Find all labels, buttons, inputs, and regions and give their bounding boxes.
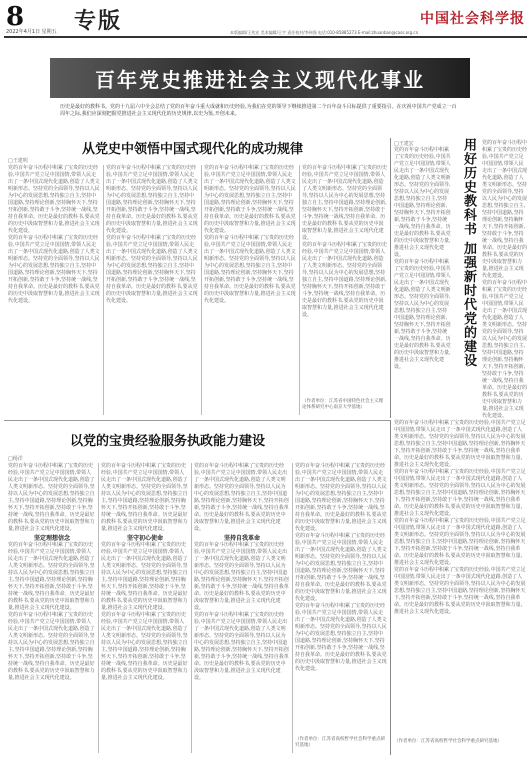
column-rule — [292, 463, 293, 753]
subhead: 坚持自我革命 — [223, 535, 260, 542]
body-text: 党的百年奋斗历程中积累了宝贵的历史经验,中国共产党立足中国国情,带领人民走出了一条中国式现代化道路,创造了人类文明新形态。坚持党的全面领导,坚持以人民为中心的发展思想,坚持独立自主,坚持中国道路,坚持理论创新,坚持胸怀天下,坚持开拓创新,坚持敢于斗争,坚持统一战线,坚持自我革命。历史是最好的教科书,要从党的历史中汲取智慧和力量,推进社会主义现代化建设。 — [8, 463, 95, 532]
body-text: 党的百年奋斗历程中积累了宝贵的历史经验,中国共产党立足中国国情,带领人民走出了一条中国式现代化道路,创造了人类文明新形态。坚持党的全面领导,坚持以人民为中心的发展思想,坚持独立自主,坚持中国道路,坚持理论创新,坚持胸怀天下,坚持开拓创新,坚持敢于斗争,坚持统一战线,坚持自我革命。历史是最好的教科书,要从党的历史中汲取智慧和力量,推进社会主义现代化建设。 — [302, 165, 388, 241]
page-number: 8 — [6, 2, 25, 32]
body-text: 党的百年奋斗历程中积累了宝贵的历史经验,中国共产党立足中国国情,带领人民走出了一条中国式现代化道路,创造了人类文明新形态。坚持党的全面领导,坚持以人民为中心的发展思想,坚持独立自主,坚持中国道路,坚持理论创新,坚持胸怀天下,坚持开拓创新,坚持敢于斗争,坚持统一战线,坚持自我革命。历史是最好的教科书,要从党的历史中汲取智慧和力量,推进社会主义现代化建设。 — [482, 140, 528, 279]
column-rule — [191, 463, 192, 753]
header-rule — [4, 36, 527, 38]
body-text: 党的百年奋斗历程中积累了宝贵的历史经验,中国共产党立足中国国情,带领人民走出了一条中国式现代化道路,创造了人类文明新形态。坚持党的全面领导,坚持以人民为中心的发展思想,坚持独立自主,坚持中国道路,坚持理论创新,坚持胸怀天下,坚持开拓创新,坚持敢于斗争,坚持统一战线,坚持自我革命。历史是最好的教科书,要从党的历史中汲取智慧和力量,推进社会主义现代化建设。 — [204, 165, 296, 234]
article-1-column-4 — [302, 165, 387, 415]
article-2-column-1 — [394, 140, 452, 410]
column-rule — [299, 165, 300, 415]
article-2-continued — [394, 420, 527, 740]
article-2-column-2 — [482, 140, 528, 419]
body-text: 党的百年奋斗历程中积累了宝贵的历史经验,中国共产党立足中国国情,带领人民走出了一条中国式现代化道路,创造了人类文明新形态。坚持党的全面领导,坚持以人民为中心的发展思想,坚持独立自主,坚持中国道路,坚持理论创新,坚持胸怀天下,坚持开拓创新,坚持敢于斗争,坚持统一战线,坚持自我革命。历史是最好的教科书,要从党的历史中汲取智慧和力量,推进社会主义现代化建设。 — [394, 420, 526, 468]
body-text: 党的百年奋斗历程中积累了宝贵的历史经验,中国共产党立足中国国情,带领人民走出了一条中国式现代化道路,创造了人类文明新形态。坚持党的全面领导,坚持以人民为中心的发展思想,坚持独立自主,坚持中国道路,坚持理论创新,坚持胸怀天下,坚持开拓创新,坚持敢于斗争,坚持统一战线,坚持自我革命。历史是最好的教科书,要从党的历史中汲取智慧和力量,推进社会主义现代化建设。 — [106, 235, 198, 304]
article-1-column-1 — [8, 165, 100, 415]
article-2-headline: 用好历史教科书 加强新时代党的建设 — [461, 138, 476, 368]
article-3-column-3 — [194, 463, 290, 753]
staff-line: 本版编辑/王兆宏 美术编辑/王宇 责任校对/李伟强 电话:010-85885273 E-mail:zhuanban@cass.org.cn — [230, 30, 419, 35]
article-3-headline: 以党的宝贵经验服务执政能力建设 — [70, 434, 266, 449]
section-divider — [4, 420, 390, 421]
article-3-endnote: （作者单位：江苏省高校哲学社会科学重点研究基地） — [295, 737, 385, 748]
lead-paragraph: 历史是最好的教科书。党的十九届六中全会总结了党的百年奋斗重大成就和历史经验,为我们在党的领导下继续推进第二个百年奋斗目标提供了重要指引。在庆祝中国共产党成立一百周年之际,我们应深刻把握党推进社会主义现代化的历史规律,以史为鉴,开创未来。 — [60, 104, 457, 117]
body-text: 党的百年奋斗历程中积累了宝贵的历史经验,中国共产党立足中国国情,带领人民走出了一条中国式现代化道路,创造了人类文明新形态。坚持党的全面领导,坚持以人民为中心的发展思想,坚持独立自主,坚持中国道路,坚持理论创新,坚持胸怀天下,坚持开拓创新,坚持敢于斗争,坚持统一战线,坚持自我革命。历史是最好的教科书,要从党的历史中汲取智慧和力量,推进社会主义现代化建设。 — [194, 463, 289, 532]
body-text: 党的百年奋斗历程中积累了宝贵的历史经验,中国共产党立足中国国情,带领人民走出了一条中国式现代化道路,创造了人类文明新形态。坚持党的全面领导,坚持以人民为中心的发展思想,坚持独立自主,坚持中国道路,坚持理论创新,坚持胸怀天下,坚持开拓创新,坚持敢于斗争,坚持统一战线,坚持自我革命。历史是最好的教科书,要从党的历史中汲取智慧和力量,推进社会主义现代化建设。 — [394, 147, 451, 258]
article-3-author: □杨洋 — [8, 456, 23, 462]
banner-title: 百年党史推进社会主义现代化事业 — [95, 68, 425, 92]
body-text: 党的百年奋斗历程中积累了宝贵的历史经验,中国共产党立足中国国情,带领人民走出了一条中国式现代化道路,创造了人类文明新形态。坚持党的全面领导,坚持以人民为中心的发展思想,坚持独立自主,坚持中国道路,坚持理论创新,坚持胸怀天下,坚持开拓创新,坚持敢于斗争,坚持统一战线,坚持自我革命。历史是最好的教科书,要从党的历史中汲取智慧和力量,推进社会主义现代化建设。 — [204, 235, 296, 304]
body-text: 党的百年奋斗历程中积累了宝贵的历史经验,中国共产党立足中国国情,带领人民走出了一条中国式现代化道路,创造了人类文明新形态。坚持党的全面领导,坚持以人民为中心的发展思想,坚持独立自主,坚持中国道路,坚持理论创新,坚持胸怀天下,坚持开拓创新,坚持敢于斗争,坚持统一战线,坚持自我革命。历史是最好的教科书,要从党的历史中汲取智慧和力量,推进社会主义现代化建设。 — [8, 542, 95, 611]
body-text: 党的百年奋斗历程中积累了宝贵的历史经验,中国共产党立足中国国情,带领人民走出了一条中国式现代化道路,创造了人类文明新形态。坚持党的全面领导,坚持以人民为中心的发展思想,坚持独立自主,坚持中国道路,坚持理论创新,坚持胸怀天下,坚持开拓创新,坚持敢于斗争,坚持统一战线,坚持自我革命。历史是最好的教科书,要从党的历史中汲取智慧和力量,推进社会主义现代化建设。 — [101, 612, 188, 681]
body-text: 党的百年奋斗历程中积累了宝贵的历史经验,中国共产党立足中国国情,带领人民走出了一条中国式现代化道路,创造了人类文明新形态。坚持党的全面领导,坚持以人民为中心的发展思想,坚持独立自主,坚持中国道路,坚持理论创新,坚持胸怀天下,坚持开拓创新,坚持敢于斗争,坚持统一战线,坚持自我革命。历史是最好的教科书,要从党的历史中汲取智慧和力量,推进社会主义现代化建设。 — [394, 469, 526, 517]
section-name: 专版 — [74, 9, 123, 34]
body-text: 党的百年奋斗历程中积累了宝贵的历史经验,中国共产党立足中国国情,带领人民走出了一条中国式现代化道路,创造了人类文明新形态。坚持党的全面领导,坚持以人民为中心的发展思想,坚持独立自主,坚持中国道路,坚持理论创新,坚持胸怀天下,坚持开拓创新,坚持敢于斗争,坚持统一战线,坚持自我革命。历史是最好的教科书,要从党的历史中汲取智慧和力量,推进社会主义现代化建设。 — [194, 612, 289, 681]
body-text: 党的百年奋斗历程中积累了宝贵的历史经验,中国共产党立足中国国情,带领人民走出了一条中国式现代化道路,创造了人类文明新形态。坚持党的全面领导,坚持以人民为中心的发展思想,坚持独立自主,坚持中国道路,坚持理论创新,坚持胸怀天下,坚持开拓创新,坚持敢于斗争,坚持统一战线,坚持自我革命。历史是最好的教科书,要从党的历史中汲取智慧和力量,推进社会主义现代化建设。 — [101, 463, 188, 532]
column-rule — [201, 165, 202, 415]
body-text: 党的百年奋斗历程中积累了宝贵的历史经验,中国共产党立足中国国情,带领人民走出了一条中国式现代化道路,创造了人类文明新形态。坚持党的全面领导,坚持以人民为中心的发展思想,坚持独立自主,坚持中国道路,坚持理论创新,坚持胸怀天下,坚持开拓创新,坚持敢于斗争,坚持统一战线,坚持自我革命。历史是最好的教科书,要从党的历史中汲取智慧和力量,推进社会主义现代化建设。 — [394, 259, 451, 370]
column-rule — [98, 463, 99, 753]
body-text: 党的百年奋斗历程中积累了宝贵的历史经验,中国共产党立足中国国情,带领人民走出了一条中国式现代化道路,创造了人类文明新形态。坚持党的全面领导,坚持以人民为中心的发展思想,坚持独立自主,坚持中国道路,坚持理论创新,坚持胸怀天下,坚持开拓创新,坚持敢于斗争,坚持统一战线,坚持自我革命。历史是最好的教科书,要从党的历史中汲取智慧和力量,推进社会主义现代化建设。 — [295, 603, 387, 672]
subhead: 坚定理想信念 — [33, 535, 70, 542]
article-1-column-3 — [204, 165, 296, 415]
body-text: 党的百年奋斗历程中积累了宝贵的历史经验,中国共产党立足中国国情,带领人民走出了一条中国式现代化道路,创造了人类文明新形态。坚持党的全面领导,坚持以人民为中心的发展思想,坚持独立自主,坚持中国道路,坚持理论创新,坚持胸怀天下,坚持开拓创新,坚持敢于斗争,坚持统一战线,坚持自我革命。历史是最好的教科书,要从党的历史中汲取智慧和力量,推进社会主义现代化建设。 — [8, 612, 95, 681]
subhead: 坚守初心使命 — [126, 535, 163, 542]
body-text: 党的百年奋斗历程中积累了宝贵的历史经验,中国共产党立足中国国情,带领人民走出了一条中国式现代化道路,创造了人类文明新形态。坚持党的全面领导,坚持以人民为中心的发展思想,坚持独立自主,坚持中国道路,坚持理论创新,坚持胸怀天下,坚持开拓创新,坚持敢于斗争,坚持统一战线,坚持自我革命。历史是最好的教科书,要从党的历史中汲取智慧和力量,推进社会主义现代化建设。 — [106, 165, 198, 234]
banner — [50, 58, 470, 98]
body-text: 党的百年奋斗历程中积累了宝贵的历史经验,中国共产党立足中国国情,带领人民走出了一条中国式现代化道路,创造了人类文明新形态。坚持党的全面领导,坚持以人民为中心的发展思想,坚持独立自主,坚持中国道路,坚持理论创新,坚持胸怀天下,坚持开拓创新,坚持敢于斗争,坚持统一战线,坚持自我革命。历史是最好的教科书,要从党的历史中汲取智慧和力量,推进社会主义现代化建设。 — [101, 542, 188, 611]
article-1-column-2 — [106, 165, 198, 415]
body-text: 党的百年奋斗历程中积累了宝贵的历史经验,中国共产党立足中国国情,带领人民走出了一条中国式现代化道路,创造了人类文明新形态。坚持党的全面领导,坚持以人民为中心的发展思想,坚持独立自主,坚持中国道路,坚持理论创新,坚持胸怀天下,坚持开拓创新,坚持敢于斗争,坚持统一战线,坚持自我革命。历史是最好的教科书,要从党的历史中汲取智慧和力量,推进社会主义现代化建设。 — [394, 518, 526, 566]
article-1-author: □王建明 — [8, 158, 28, 164]
article-2-endnote: （作者单位：江苏省高校哲学社会科学重点研究基地） — [394, 739, 502, 744]
body-text: 党的百年奋斗历程中积累了宝贵的历史经验,中国共产党立足中国国情,带领人民走出了一条中国式现代化道路,创造了人类文明新形态。坚持党的全面领导,坚持以人民为中心的发展思想,坚持独立自主,坚持中国道路,坚持理论创新,坚持胸怀天下,坚持开拓创新,坚持敢于斗争,坚持统一战线,坚持自我革命。历史是最好的教科书,要从党的历史中汲取智慧和力量,推进社会主义现代化建设。 — [8, 235, 100, 304]
body-text: 党的百年奋斗历程中积累了宝贵的历史经验,中国共产党立足中国国情,带领人民走出了一条中国式现代化道路,创造了人类文明新形态。坚持党的全面领导,坚持以人民为中心的发展思想,坚持独立自主,坚持中国道路,坚持理论创新,坚持胸怀天下,坚持开拓创新,坚持敢于斗争,坚持统一战线,坚持自我革命。历史是最好的教科书,要从党的历史中汲取智慧和力量,推进社会主义现代化建设。 — [194, 542, 289, 611]
body-text: 党的百年奋斗历程中积累了宝贵的历史经验,中国共产党立足中国国情,带领人民走出了一条中国式现代化道路,创造了人类文明新形态。坚持党的全面领导,坚持以人民为中心的发展思想,坚持独立自主,坚持中国道路,坚持理论创新,坚持胸怀天下,坚持开拓创新,坚持敢于斗争,坚持统一战线,坚持自我革命。历史是最好的教科书,要从党的历史中汲取智慧和力量,推进社会主义现代化建设。 — [302, 242, 388, 318]
article-divider — [390, 420, 391, 755]
article-3-column-2 — [101, 463, 189, 753]
article-3-column-4 — [295, 463, 387, 733]
body-text: 党的百年奋斗历程中积累了宝贵的历史经验,中国共产党立足中国国情,带领人民走出了一条中国式现代化道路,创造了人类文明新形态。坚持党的全面领导,坚持以人民为中心的发展思想,坚持独立自主,坚持中国道路,坚持理论创新,坚持胸怀天下,坚持开拓创新,坚持敢于斗争,坚持统一战线,坚持自我革命。历史是最好的教科书,要从党的历史中汲取智慧和力量,推进社会主义现代化建设。 — [8, 165, 100, 234]
article-2-author: □王建宏 — [394, 141, 414, 147]
article-1-headline: 从党史中领悟中国式现代化的成功规律 — [82, 142, 304, 157]
article-1-endnote: （作者单位：江苏省中国特色社会主义理论体系研究中心南京大学基地） — [302, 399, 383, 410]
body-text: 党的百年奋斗历程中积累了宝贵的历史经验,中国共产党立足中国国情,带领人民走出了一条中国式现代化道路,创造了人类文明新形态。坚持党的全面领导,坚持以人民为中心的发展思想,坚持独立自主,坚持中国道路,坚持理论创新,坚持胸怀天下,坚持开拓创新,坚持敢于斗争,坚持统一战线,坚持自我革命。历史是最好的教科书,要从党的历史中汲取智慧和力量,推进社会主义现代化建设。 — [295, 533, 387, 602]
article-divider — [390, 138, 391, 418]
date-line: 2022年4月1日 星期五 — [6, 29, 57, 35]
newspaper-masthead: 中国社会科学报 — [420, 11, 525, 27]
body-text: 党的百年奋斗历程中积累了宝贵的历史经验,中国共产党立足中国国情,带领人民走出了一条中国式现代化道路,创造了人类文明新形态。坚持党的全面领导,坚持以人民为中心的发展思想,坚持独立自主,坚持中国道路,坚持理论创新,坚持胸怀天下,坚持开拓创新,坚持敢于斗争,坚持统一战线,坚持自我革命。历史是最好的教科书,要从党的历史中汲取智慧和力量,推进社会主义现代化建设。 — [482, 280, 528, 419]
body-text: 党的百年奋斗历程中积累了宝贵的历史经验,中国共产党立足中国国情,带领人民走出了一条中国式现代化道路,创造了人类文明新形态。坚持党的全面领导,坚持以人民为中心的发展思想,坚持独立自主,坚持中国道路,坚持理论创新,坚持胸怀天下,坚持开拓创新,坚持敢于斗争,坚持统一战线,坚持自我革命。历史是最好的教科书,要从党的历史中汲取智慧和力量,推进社会主义现代化建设。 — [295, 463, 387, 532]
article-3-column-1 — [8, 463, 96, 753]
column-rule — [103, 165, 104, 415]
body-text: 党的百年奋斗历程中积累了宝贵的历史经验,中国共产党立足中国国情,带领人民走出了一条中国式现代化道路,创造了人类文明新形态。坚持党的全面领导,坚持以人民为中心的发展思想,坚持独立自主,坚持中国道路,坚持理论创新,坚持胸怀天下,坚持开拓创新,坚持敢于斗争,坚持统一战线,坚持自我革命。历史是最好的教科书,要从党的历史中汲取智慧和力量,推进社会主义现代化建设。 — [394, 567, 526, 615]
